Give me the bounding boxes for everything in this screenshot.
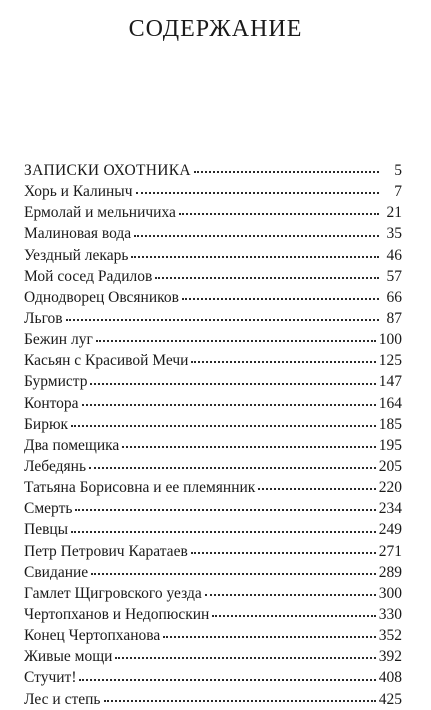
toc-row bbox=[24, 393, 402, 414]
dot-leader bbox=[79, 679, 375, 681]
dot-leader bbox=[163, 636, 376, 638]
toc-row bbox=[24, 245, 402, 266]
dot-leader bbox=[191, 361, 375, 363]
toc-row bbox=[24, 435, 402, 456]
dot-leader bbox=[89, 467, 376, 469]
toc-entry-title: Малиновая вода bbox=[24, 225, 132, 243]
toc-entry-title: Живые мощи bbox=[24, 648, 113, 666]
toc-entry-title: Певцы bbox=[24, 521, 69, 539]
toc-entry-title: Бежин луг bbox=[24, 331, 93, 349]
toc-row bbox=[24, 287, 402, 308]
toc-page-number: 164 bbox=[378, 394, 402, 412]
toc-page-number: 408 bbox=[378, 669, 402, 687]
dot-leader bbox=[71, 425, 376, 427]
toc-entry-title: Стучит! bbox=[24, 669, 77, 687]
table-of-contents bbox=[24, 160, 402, 710]
toc-entry-title: Гамлет Щигровского уезда bbox=[24, 584, 202, 602]
toc-page-number: 35 bbox=[386, 225, 402, 243]
dot-leader bbox=[96, 340, 376, 342]
toc-row bbox=[24, 223, 402, 244]
toc-entry-title: Хорь и Калиныч bbox=[24, 183, 133, 201]
toc-entry-title: Мой сосед Радилов bbox=[24, 267, 153, 285]
dot-leader bbox=[258, 488, 375, 490]
toc-entry-title: Касьян с Красивой Мечи bbox=[24, 352, 189, 370]
toc-page-number: 7 bbox=[394, 183, 402, 201]
toc-page-number: 185 bbox=[378, 415, 402, 433]
toc-entry-title: Свидание bbox=[24, 563, 89, 581]
toc-page-number: 234 bbox=[378, 500, 402, 518]
toc-page-number: 271 bbox=[378, 542, 402, 560]
toc-page-number: 87 bbox=[386, 309, 402, 327]
toc-entry-title: Конец Чертопханова bbox=[24, 627, 161, 645]
toc-page-number: 21 bbox=[386, 204, 402, 222]
toc-row bbox=[24, 371, 402, 392]
toc-page-number: 5 bbox=[394, 162, 402, 179]
dot-leader bbox=[155, 277, 379, 279]
toc-entry-title: Однодворец Овсяников bbox=[24, 288, 179, 306]
toc-row bbox=[24, 498, 402, 519]
toc-page-number: 66 bbox=[386, 288, 402, 306]
toc-row bbox=[24, 646, 402, 667]
dot-leader bbox=[115, 657, 375, 659]
toc-row bbox=[24, 689, 402, 710]
toc-page-number: 425 bbox=[378, 690, 402, 708]
toc-row bbox=[24, 519, 402, 540]
toc-entry-title: Контора bbox=[24, 394, 79, 412]
toc-entry-title: Петр Петрович Каратаев bbox=[24, 542, 188, 560]
toc-entry-title: Льгов bbox=[24, 309, 63, 327]
toc-row bbox=[24, 350, 402, 371]
dot-leader bbox=[71, 531, 376, 533]
toc-page-number: 392 bbox=[378, 648, 402, 666]
dot-leader bbox=[75, 509, 375, 511]
toc-page-number: 289 bbox=[378, 563, 402, 581]
toc-page-number: 205 bbox=[378, 457, 402, 475]
toc-page-number: 220 bbox=[378, 479, 402, 497]
toc-page-number: 330 bbox=[378, 605, 402, 623]
toc-page-number: 352 bbox=[378, 627, 402, 645]
dot-leader bbox=[205, 594, 376, 596]
toc-page-number: 46 bbox=[386, 246, 402, 264]
toc-page-number: 195 bbox=[378, 436, 402, 454]
dot-leader bbox=[191, 552, 376, 554]
dot-leader bbox=[90, 383, 375, 385]
toc-entry-title: Чертопханов и Недопюскин bbox=[24, 605, 210, 623]
toc-row bbox=[24, 181, 402, 202]
dot-leader bbox=[66, 319, 379, 321]
dot-leader bbox=[182, 298, 379, 300]
toc-entry-title: Бирюк bbox=[24, 415, 69, 433]
toc-entry-title: Смерть bbox=[24, 500, 73, 518]
toc-row bbox=[24, 541, 402, 562]
dot-leader bbox=[194, 171, 379, 173]
dot-leader bbox=[131, 256, 379, 258]
toc-page-number: 147 bbox=[378, 373, 402, 391]
toc-page-number: 125 bbox=[378, 352, 402, 370]
toc-entry-title: Два помещика bbox=[24, 436, 120, 454]
dot-leader bbox=[134, 235, 379, 237]
dot-leader bbox=[179, 213, 379, 215]
toc-entry-title: Лес и степь bbox=[24, 690, 101, 708]
toc-entry-title: Ермолай и мельничиха bbox=[24, 204, 176, 222]
toc-row bbox=[24, 266, 402, 287]
toc-row bbox=[24, 456, 402, 477]
toc-page-number: 249 bbox=[378, 521, 402, 539]
toc-entry-title: Татьяна Борисовна и ее племянник bbox=[24, 479, 256, 497]
toc-row bbox=[24, 625, 402, 646]
dot-leader bbox=[91, 573, 376, 575]
toc-row bbox=[24, 583, 402, 604]
toc-row bbox=[24, 477, 402, 498]
toc-entry-title: Лебедянь bbox=[24, 457, 87, 475]
toc-row bbox=[24, 329, 402, 350]
toc-page-number: 57 bbox=[386, 267, 402, 285]
toc-row bbox=[24, 562, 402, 583]
toc-entry-title: ЗАПИСКИ ОХОТНИКА bbox=[24, 162, 191, 179]
dot-leader bbox=[82, 404, 376, 406]
dot-leader bbox=[122, 446, 375, 448]
dot-leader bbox=[136, 192, 379, 194]
page-title: СОДЕРЖАНИЕ bbox=[128, 16, 303, 42]
toc-row bbox=[24, 667, 402, 688]
toc-row bbox=[24, 202, 402, 223]
toc-section-row bbox=[24, 160, 402, 181]
toc-row bbox=[24, 604, 402, 625]
toc-row bbox=[24, 414, 402, 435]
toc-row bbox=[24, 308, 402, 329]
toc-entry-title: Уездный лекарь bbox=[24, 246, 129, 264]
dot-leader bbox=[212, 615, 375, 617]
toc-page-number: 100 bbox=[378, 331, 402, 349]
toc-page-number: 300 bbox=[378, 584, 402, 602]
toc-entry-title: Бурмистр bbox=[24, 373, 88, 391]
